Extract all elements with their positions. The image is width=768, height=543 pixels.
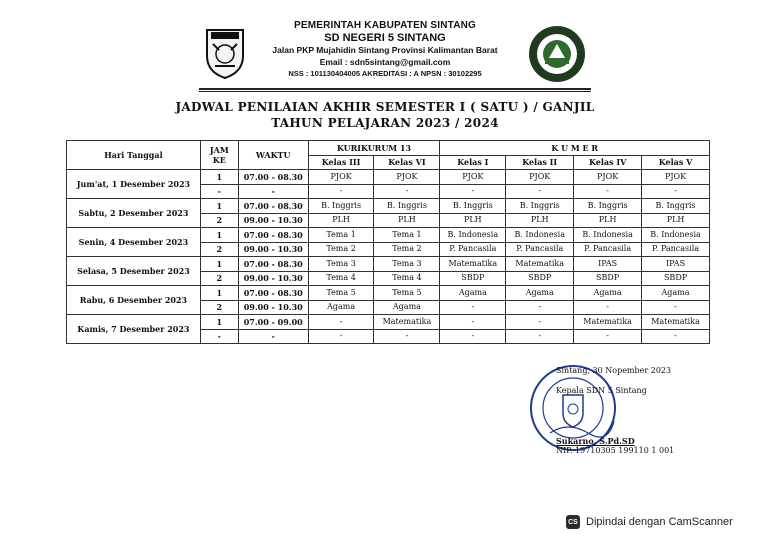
waktu-cell: -: [238, 184, 308, 199]
waktu-cell: 09.00 - 10.30: [238, 300, 308, 315]
subject-cell: P. Pancasila: [574, 242, 642, 257]
letterhead: [250, 20, 520, 80]
table-row: [67, 228, 710, 243]
subject-cell: B. Indonesia: [574, 228, 642, 243]
header-class: Kelas VI: [374, 155, 440, 170]
waktu-cell: 09.00 - 10.30: [238, 213, 308, 228]
subject-cell: Tema 5: [374, 286, 440, 301]
subject-cell: -: [506, 329, 574, 344]
subject-cell: Tema 1: [308, 228, 374, 243]
header-class: Kelas II: [506, 155, 574, 170]
subject-cell: PLH: [374, 213, 440, 228]
subject-cell: P. Pancasila: [440, 242, 506, 257]
waktu-cell: 07.00 - 08.30: [238, 228, 308, 243]
header-class: Kelas IV: [574, 155, 642, 170]
subject-cell: P. Pancasila: [642, 242, 710, 257]
waktu-cell: 07.00 - 08.30: [238, 199, 308, 214]
waktu-cell: 07.00 - 08.30: [238, 286, 308, 301]
school-address: Jalan PKP Mujahidin Sintang Provinsi Kalimantan Barat: [272, 45, 498, 55]
subject-cell: PJOK: [574, 170, 642, 185]
subject-cell: PJOK: [506, 170, 574, 185]
subject-cell: B. Indonesia: [642, 228, 710, 243]
subject-cell: Tema 4: [374, 271, 440, 286]
waktu-cell: 07.00 - 08.30: [238, 257, 308, 272]
jam-ke-cell: 1: [200, 286, 238, 301]
subject-cell: -: [642, 300, 710, 315]
subject-cell: PJOK: [440, 170, 506, 185]
jam-ke-cell: 2: [200, 300, 238, 315]
subject-cell: PLH: [440, 213, 506, 228]
waktu-cell: 07.00 - 08.30: [238, 170, 308, 185]
subject-cell: Tema 4: [308, 271, 374, 286]
jam-ke-cell: -: [200, 329, 238, 344]
school-email: Email : sdn5sintang@gmail.com: [319, 57, 451, 67]
kabupaten-emblem-logo: [203, 26, 247, 80]
day-date-cell: Sabtu, 2 Desember 2023: [67, 199, 201, 228]
subject-cell: -: [574, 184, 642, 199]
waktu-cell: 07.00 - 09.00: [238, 315, 308, 330]
subject-cell: B. Inggris: [374, 199, 440, 214]
day-date-cell: Kamis, 7 Desember 2023: [67, 315, 201, 344]
subject-cell: -: [506, 184, 574, 199]
signature-name: Sukarno, S.Pd.SD: [556, 436, 635, 446]
header-jam: JAM KE: [200, 141, 238, 170]
subject-cell: Matematika: [440, 257, 506, 272]
exam-schedule-table: [66, 140, 710, 344]
school-identifiers: NSS : 101130404005 AKREDITASI : A NPSN : 30102295: [288, 69, 482, 78]
waktu-cell: 09.00 - 10.30: [238, 242, 308, 257]
header-kumer: K U M E R: [440, 141, 710, 156]
day-date-cell: Senin, 4 Desember 2023: [67, 228, 201, 257]
school-emblem-logo: [525, 24, 589, 84]
subject-cell: B. Indonesia: [506, 228, 574, 243]
subject-cell: PJOK: [308, 170, 374, 185]
document-title: JADWAL PENILAIAN AKHIR SEMESTER I ( SATU ) / GANJIL: [175, 100, 595, 114]
school-name: SD NEGERI 5 SINTANG: [324, 32, 446, 44]
subject-cell: -: [574, 300, 642, 315]
subject-cell: -: [440, 315, 506, 330]
subject-cell: PLH: [308, 213, 374, 228]
subject-cell: Matematika: [374, 315, 440, 330]
subject-cell: P. Pancasila: [506, 242, 574, 257]
subject-cell: B. Inggris: [642, 199, 710, 214]
camscanner-text: Dipindai dengan CamScanner: [586, 516, 733, 528]
header-class: Kelas V: [642, 155, 710, 170]
subject-cell: Tema 3: [374, 257, 440, 272]
letterhead-divider-thin: [199, 91, 591, 92]
subject-cell: Tema 1: [374, 228, 440, 243]
jam-ke-cell: 1: [200, 315, 238, 330]
subject-cell: -: [308, 329, 374, 344]
table-row: [67, 170, 710, 185]
jam-ke-cell: 1: [200, 257, 238, 272]
subject-cell: B. Inggris: [308, 199, 374, 214]
header-class: Kelas I: [440, 155, 506, 170]
subject-cell: Agama: [574, 286, 642, 301]
signature-place-date: Sintang, 30 Nopember 2023: [556, 366, 672, 375]
signature-nip: NIP. 19710305 199110 1 001: [556, 446, 675, 455]
jam-ke-cell: 1: [200, 170, 238, 185]
subject-cell: SBDP: [574, 271, 642, 286]
subject-cell: PLH: [506, 213, 574, 228]
subject-cell: -: [506, 315, 574, 330]
subject-cell: Agama: [506, 286, 574, 301]
subject-cell: -: [440, 184, 506, 199]
jam-ke-cell: 1: [200, 228, 238, 243]
subject-cell: -: [440, 329, 506, 344]
header-day: Hari Tanggal: [67, 141, 201, 170]
subject-cell: Agama: [374, 300, 440, 315]
subject-cell: Agama: [308, 300, 374, 315]
header-kurikulum-13: KURIKURUM 13: [308, 141, 440, 156]
subject-cell: B. Inggris: [506, 199, 574, 214]
jam-ke-cell: 2: [200, 242, 238, 257]
government-name: PEMERINTAH KABUPATEN SINTANG: [293, 20, 477, 31]
subject-cell: B. Inggris: [440, 199, 506, 214]
subject-cell: PLH: [642, 213, 710, 228]
header-waktu: WAKTU: [238, 141, 308, 170]
subject-cell: -: [308, 184, 374, 199]
table-row: [67, 257, 710, 272]
subject-cell: -: [440, 300, 506, 315]
subject-cell: SBDP: [506, 271, 574, 286]
document-subtitle: TAHUN PELAJARAN 2023 / 2024: [271, 116, 499, 130]
subject-cell: -: [642, 329, 710, 344]
day-date-cell: Rabu, 6 Desember 2023: [67, 286, 201, 315]
subject-cell: -: [308, 315, 374, 330]
subject-cell: IPAS: [642, 257, 710, 272]
subject-cell: PLH: [574, 213, 642, 228]
letterhead-divider: [199, 88, 591, 90]
table-row: [67, 199, 710, 214]
subject-cell: IPAS: [574, 257, 642, 272]
subject-cell: Tema 3: [308, 257, 374, 272]
subject-cell: -: [374, 329, 440, 344]
subject-cell: -: [506, 300, 574, 315]
subject-cell: Matematika: [574, 315, 642, 330]
subject-cell: -: [374, 184, 440, 199]
subject-cell: SBDP: [642, 271, 710, 286]
subject-cell: B. Inggris: [574, 199, 642, 214]
subject-cell: PJOK: [374, 170, 440, 185]
subject-cell: -: [574, 329, 642, 344]
waktu-cell: -: [238, 329, 308, 344]
jam-ke-cell: 2: [200, 271, 238, 286]
subject-cell: SBDP: [440, 271, 506, 286]
subject-cell: PJOK: [642, 170, 710, 185]
jam-ke-cell: 1: [200, 199, 238, 214]
camscanner-icon: CS: [566, 515, 580, 529]
table-row: [67, 286, 710, 301]
schedule-body: [67, 170, 710, 344]
subject-cell: -: [642, 184, 710, 199]
waktu-cell: 09.00 - 10.30: [238, 271, 308, 286]
subject-cell: Tema 2: [308, 242, 374, 257]
jam-ke-cell: -: [200, 184, 238, 199]
subject-cell: Tema 5: [308, 286, 374, 301]
subject-cell: Matematika: [642, 315, 710, 330]
signature-position: Kepala SDN 5 Sintang: [556, 386, 647, 395]
subject-cell: Matematika: [506, 257, 574, 272]
camscanner-watermark: [566, 513, 756, 531]
subject-cell: Agama: [440, 286, 506, 301]
subject-cell: Tema 2: [374, 242, 440, 257]
day-date-cell: Jum'at, 1 Desember 2023: [67, 170, 201, 199]
header-class: Kelas III: [308, 155, 374, 170]
subject-cell: B. Indonesia: [440, 228, 506, 243]
subject-cell: Agama: [642, 286, 710, 301]
day-date-cell: Selasa, 5 Desember 2023: [67, 257, 201, 286]
jam-ke-cell: 2: [200, 213, 238, 228]
table-row: [67, 315, 710, 330]
